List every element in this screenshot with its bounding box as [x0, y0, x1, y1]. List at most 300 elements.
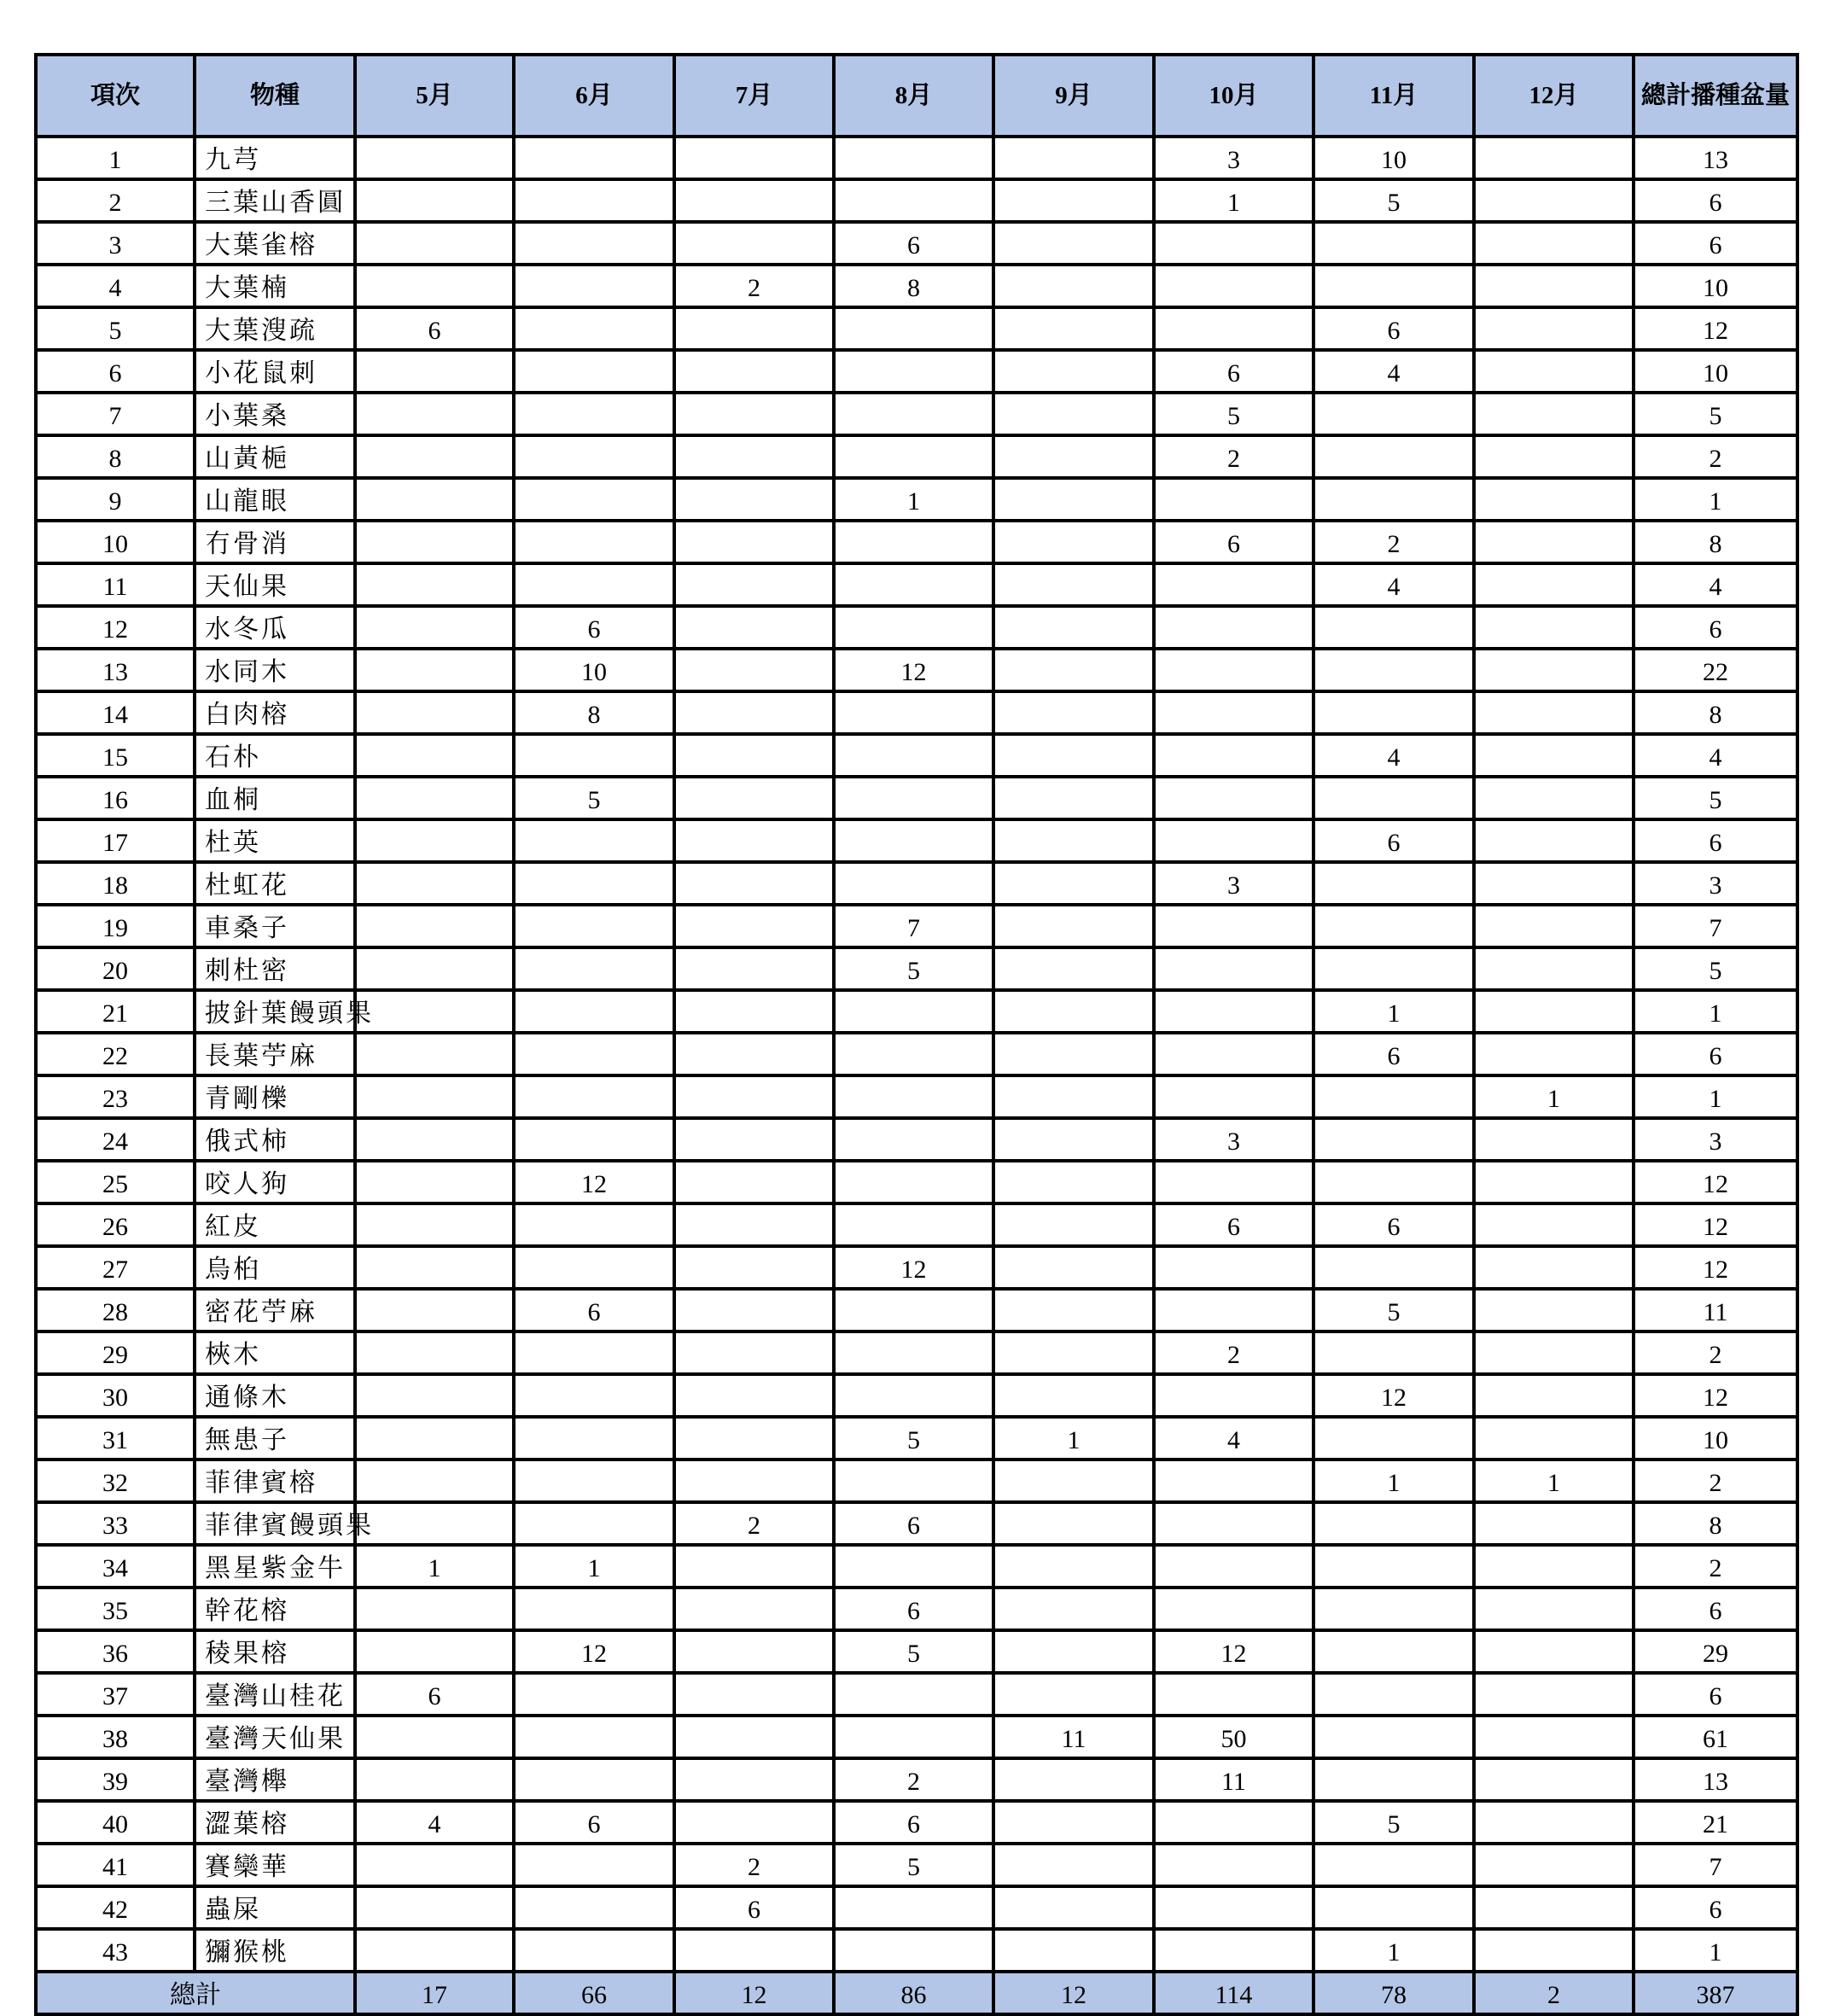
october-cell — [1154, 734, 1314, 777]
header-july: 7月 — [674, 55, 834, 137]
december-cell — [1474, 393, 1634, 435]
item-no-cell: 9 — [36, 478, 195, 521]
november-cell: 6 — [1314, 1033, 1474, 1075]
september-cell — [993, 1502, 1154, 1545]
total-cell: 12 — [674, 1972, 834, 2014]
june-cell: 10 — [514, 649, 674, 691]
november-cell — [1314, 393, 1474, 435]
july-cell — [674, 1033, 834, 1075]
item-no-cell: 36 — [36, 1630, 195, 1673]
row-total-cell: 1 — [1634, 478, 1797, 521]
may-cell — [355, 563, 514, 606]
july-cell — [674, 990, 834, 1033]
total-cell: 2 — [1474, 1972, 1634, 2014]
october-cell — [1154, 1033, 1314, 1075]
item-no-cell: 1 — [36, 137, 195, 179]
may-cell — [355, 1203, 514, 1246]
june-cell — [514, 947, 674, 990]
december-cell — [1474, 350, 1634, 393]
september-cell — [993, 137, 1154, 179]
species-name-cell: 三葉山香圓 — [195, 179, 355, 222]
december-cell — [1474, 1929, 1634, 1972]
table-row — [36, 1716, 1797, 1758]
august-cell — [834, 393, 993, 435]
november-cell — [1314, 691, 1474, 734]
table-row — [36, 435, 1797, 478]
december-cell — [1474, 478, 1634, 521]
row-total-cell: 1 — [1634, 1929, 1797, 1972]
row-total-cell: 22 — [1634, 649, 1797, 691]
october-cell: 50 — [1154, 1716, 1314, 1758]
december-cell — [1474, 1673, 1634, 1716]
december-cell — [1474, 1203, 1634, 1246]
september-cell — [993, 649, 1154, 691]
row-total-cell: 7 — [1634, 905, 1797, 947]
august-cell: 5 — [834, 1844, 993, 1886]
may-cell — [355, 478, 514, 521]
total-cell: 114 — [1154, 1972, 1314, 2014]
october-cell — [1154, 1374, 1314, 1417]
october-cell: 6 — [1154, 521, 1314, 563]
total-cell: 86 — [834, 1972, 993, 2014]
july-cell — [674, 1545, 834, 1588]
december-cell — [1474, 307, 1634, 350]
june-cell — [514, 222, 674, 265]
table-row — [36, 1246, 1797, 1289]
december-cell — [1474, 691, 1634, 734]
may-cell — [355, 606, 514, 649]
species-name-cell: 大葉溲疏 — [195, 307, 355, 350]
june-cell: 5 — [514, 777, 674, 819]
table-row — [36, 1374, 1797, 1417]
header-november: 11月 — [1314, 55, 1474, 137]
may-cell — [355, 1716, 514, 1758]
october-cell — [1154, 1545, 1314, 1588]
table-row — [36, 393, 1797, 435]
species-name-cell: 臺灣山桂花 — [195, 1673, 355, 1716]
august-cell: 5 — [834, 947, 993, 990]
item-no-cell: 31 — [36, 1417, 195, 1460]
august-cell — [834, 862, 993, 905]
species-name-cell: 杜虹花 — [195, 862, 355, 905]
may-cell — [355, 1374, 514, 1417]
table-row — [36, 1886, 1797, 1929]
may-cell — [355, 179, 514, 222]
december-cell — [1474, 435, 1634, 478]
november-cell: 4 — [1314, 734, 1474, 777]
september-cell — [993, 1886, 1154, 1929]
june-cell: 12 — [514, 1161, 674, 1203]
november-cell — [1314, 1716, 1474, 1758]
august-cell — [834, 1033, 993, 1075]
species-name-cell: 黑星紫金牛 — [195, 1545, 355, 1588]
species-name-cell: 山黃梔 — [195, 435, 355, 478]
table-row — [36, 691, 1797, 734]
october-cell — [1154, 1246, 1314, 1289]
september-cell — [993, 862, 1154, 905]
row-total-cell: 2 — [1634, 435, 1797, 478]
september-cell — [993, 1075, 1154, 1118]
july-cell — [674, 222, 834, 265]
december-cell — [1474, 947, 1634, 990]
header-october: 10月 — [1154, 55, 1314, 137]
december-cell — [1474, 1630, 1634, 1673]
item-no-cell: 12 — [36, 606, 195, 649]
species-name-cell: 青剛櫟 — [195, 1075, 355, 1118]
species-name-cell: 車桑子 — [195, 905, 355, 947]
may-cell — [355, 862, 514, 905]
item-no-cell: 43 — [36, 1929, 195, 1972]
november-cell: 5 — [1314, 1289, 1474, 1331]
may-cell: 1 — [355, 1545, 514, 1588]
may-cell — [355, 1417, 514, 1460]
may-cell: 6 — [355, 1673, 514, 1716]
item-no-cell: 33 — [36, 1502, 195, 1545]
december-cell — [1474, 862, 1634, 905]
november-cell: 1 — [1314, 990, 1474, 1033]
november-cell — [1314, 905, 1474, 947]
header-may: 5月 — [355, 55, 514, 137]
september-cell — [993, 905, 1154, 947]
species-name-cell: 小葉桑 — [195, 393, 355, 435]
june-cell — [514, 521, 674, 563]
species-name-cell: 獼猴桃 — [195, 1929, 355, 1972]
may-cell — [355, 521, 514, 563]
november-cell — [1314, 862, 1474, 905]
august-cell — [834, 1545, 993, 1588]
september-cell — [993, 521, 1154, 563]
december-cell — [1474, 1118, 1634, 1161]
june-cell — [514, 990, 674, 1033]
november-cell: 10 — [1314, 137, 1474, 179]
species-name-cell: 蟲屎 — [195, 1886, 355, 1929]
may-cell — [355, 350, 514, 393]
species-name-cell: 刺杜密 — [195, 947, 355, 990]
row-total-cell: 12 — [1634, 1203, 1797, 1246]
december-cell — [1474, 1289, 1634, 1331]
august-cell — [834, 179, 993, 222]
row-total-cell: 12 — [1634, 1246, 1797, 1289]
july-cell — [674, 1417, 834, 1460]
august-cell — [834, 1161, 993, 1203]
row-total-cell: 29 — [1634, 1630, 1797, 1673]
item-no-cell: 2 — [36, 179, 195, 222]
november-cell: 12 — [1314, 1374, 1474, 1417]
june-cell — [514, 1502, 674, 1545]
december-cell — [1474, 734, 1634, 777]
july-cell: 6 — [674, 1886, 834, 1929]
june-cell — [514, 819, 674, 862]
october-cell — [1154, 222, 1314, 265]
june-cell — [514, 350, 674, 393]
june-cell: 12 — [514, 1630, 674, 1673]
august-cell: 2 — [834, 1758, 993, 1801]
item-no-cell: 10 — [36, 521, 195, 563]
august-cell — [834, 350, 993, 393]
june-cell — [514, 137, 674, 179]
november-cell — [1314, 947, 1474, 990]
row-total-cell: 12 — [1634, 1161, 1797, 1203]
august-cell: 8 — [834, 265, 993, 307]
october-cell — [1154, 265, 1314, 307]
item-no-cell: 28 — [36, 1289, 195, 1331]
table-row — [36, 990, 1797, 1033]
august-cell — [834, 819, 993, 862]
august-cell — [834, 606, 993, 649]
june-cell — [514, 435, 674, 478]
may-cell — [355, 777, 514, 819]
july-cell — [674, 137, 834, 179]
may-cell — [355, 1118, 514, 1161]
september-cell — [993, 1545, 1154, 1588]
may-cell — [355, 137, 514, 179]
row-total-cell: 61 — [1634, 1716, 1797, 1758]
row-total-cell: 4 — [1634, 563, 1797, 606]
species-name-cell: 石朴 — [195, 734, 355, 777]
december-cell — [1474, 1502, 1634, 1545]
november-cell — [1314, 606, 1474, 649]
july-cell — [674, 649, 834, 691]
december-cell — [1474, 819, 1634, 862]
row-total-cell: 6 — [1634, 606, 1797, 649]
table-row — [36, 137, 1797, 179]
species-name-cell: 小花鼠刺 — [195, 350, 355, 393]
september-cell — [993, 1801, 1154, 1844]
december-cell — [1474, 649, 1634, 691]
may-cell — [355, 1289, 514, 1331]
december-cell — [1474, 137, 1634, 179]
header-june: 6月 — [514, 55, 674, 137]
species-name-cell: 賽欒華 — [195, 1844, 355, 1886]
row-total-cell: 7 — [1634, 1844, 1797, 1886]
item-no-cell: 37 — [36, 1673, 195, 1716]
may-cell — [355, 691, 514, 734]
august-cell — [834, 1331, 993, 1374]
june-cell — [514, 1246, 674, 1289]
item-no-cell: 8 — [36, 435, 195, 478]
table-row — [36, 1417, 1797, 1460]
header-item-no: 項次 — [36, 55, 195, 137]
june-cell — [514, 563, 674, 606]
item-no-cell: 15 — [36, 734, 195, 777]
row-total-cell: 5 — [1634, 777, 1797, 819]
item-no-cell: 26 — [36, 1203, 195, 1246]
august-cell — [834, 990, 993, 1033]
row-total-cell: 21 — [1634, 1801, 1797, 1844]
item-no-cell: 14 — [36, 691, 195, 734]
august-cell — [834, 307, 993, 350]
may-cell — [355, 1161, 514, 1203]
row-total-cell: 11 — [1634, 1289, 1797, 1331]
september-cell — [993, 1460, 1154, 1502]
december-cell — [1474, 265, 1634, 307]
species-name-cell: 臺灣天仙果 — [195, 1716, 355, 1758]
table-row — [36, 478, 1797, 521]
item-no-cell: 29 — [36, 1331, 195, 1374]
item-no-cell: 24 — [36, 1118, 195, 1161]
table-row — [36, 1161, 1797, 1203]
october-cell: 2 — [1154, 435, 1314, 478]
june-cell — [514, 1033, 674, 1075]
may-cell — [355, 1246, 514, 1289]
species-name-cell: 無患子 — [195, 1417, 355, 1460]
december-cell — [1474, 1716, 1634, 1758]
species-name-cell: 幹花榕 — [195, 1588, 355, 1630]
row-total-cell: 12 — [1634, 307, 1797, 350]
october-cell — [1154, 478, 1314, 521]
species-name-cell: 通條木 — [195, 1374, 355, 1417]
july-cell — [674, 1758, 834, 1801]
july-cell — [674, 1289, 834, 1331]
october-cell: 6 — [1154, 1203, 1314, 1246]
item-no-cell: 5 — [36, 307, 195, 350]
header-december: 12月 — [1474, 55, 1634, 137]
october-cell — [1154, 1673, 1314, 1716]
september-cell: 1 — [993, 1417, 1154, 1460]
november-cell — [1314, 435, 1474, 478]
october-cell — [1154, 1844, 1314, 1886]
september-cell — [993, 1673, 1154, 1716]
november-cell — [1314, 1673, 1474, 1716]
september-cell — [993, 947, 1154, 990]
item-no-cell: 22 — [36, 1033, 195, 1075]
october-cell: 3 — [1154, 862, 1314, 905]
may-cell — [355, 1886, 514, 1929]
june-cell — [514, 179, 674, 222]
august-cell — [834, 137, 993, 179]
species-name-cell: 稜果榕 — [195, 1630, 355, 1673]
october-cell — [1154, 1289, 1314, 1331]
row-total-cell: 5 — [1634, 393, 1797, 435]
september-cell — [993, 1161, 1154, 1203]
july-cell — [674, 606, 834, 649]
october-cell: 4 — [1154, 1417, 1314, 1460]
december-cell — [1474, 1588, 1634, 1630]
species-name-cell: 梜木 — [195, 1331, 355, 1374]
october-cell — [1154, 1588, 1314, 1630]
august-cell — [834, 734, 993, 777]
july-cell — [674, 521, 834, 563]
table-row — [36, 1502, 1797, 1545]
july-cell: 2 — [674, 1502, 834, 1545]
october-cell: 3 — [1154, 137, 1314, 179]
july-cell — [674, 862, 834, 905]
october-cell: 3 — [1154, 1118, 1314, 1161]
table-row — [36, 521, 1797, 563]
july-cell — [674, 1673, 834, 1716]
table-row — [36, 734, 1797, 777]
september-cell — [993, 1118, 1154, 1161]
august-cell — [834, 777, 993, 819]
may-cell — [355, 1502, 514, 1545]
june-cell — [514, 1758, 674, 1801]
item-no-cell: 20 — [36, 947, 195, 990]
species-name-cell: 大葉雀榕 — [195, 222, 355, 265]
october-cell: 6 — [1154, 350, 1314, 393]
october-cell — [1154, 1886, 1314, 1929]
may-cell — [355, 990, 514, 1033]
july-cell — [674, 905, 834, 947]
row-total-cell: 4 — [1634, 734, 1797, 777]
december-cell — [1474, 1545, 1634, 1588]
november-cell — [1314, 1758, 1474, 1801]
table-row — [36, 649, 1797, 691]
table-row — [36, 1203, 1797, 1246]
table-row — [36, 1118, 1797, 1161]
november-cell — [1314, 1502, 1474, 1545]
june-cell: 6 — [514, 1289, 674, 1331]
december-cell — [1474, 1844, 1634, 1886]
header-species: 物種 — [195, 55, 355, 137]
august-cell — [834, 1716, 993, 1758]
species-name-cell: 血桐 — [195, 777, 355, 819]
table-row — [36, 1801, 1797, 1844]
november-cell: 1 — [1314, 1460, 1474, 1502]
december-cell — [1474, 1801, 1634, 1844]
header-total-pots: 總計播種盆量 — [1634, 55, 1797, 137]
species-name-cell: 水冬瓜 — [195, 606, 355, 649]
july-cell — [674, 1929, 834, 1972]
table-row — [36, 1929, 1797, 1972]
species-name-cell: 咬人狗 — [195, 1161, 355, 1203]
august-cell — [834, 1203, 993, 1246]
august-cell — [834, 521, 993, 563]
september-cell — [993, 1203, 1154, 1246]
august-cell — [834, 691, 993, 734]
item-no-cell: 38 — [36, 1716, 195, 1758]
may-cell — [355, 222, 514, 265]
may-cell — [355, 1929, 514, 1972]
december-cell — [1474, 1758, 1634, 1801]
species-name-cell: 冇骨消 — [195, 521, 355, 563]
november-cell — [1314, 777, 1474, 819]
december-cell — [1474, 521, 1634, 563]
september-cell — [993, 478, 1154, 521]
july-cell — [674, 179, 834, 222]
june-cell — [514, 1886, 674, 1929]
june-cell: 1 — [514, 1545, 674, 1588]
table-row — [36, 606, 1797, 649]
table-row — [36, 1588, 1797, 1630]
june-cell — [514, 1374, 674, 1417]
row-total-cell: 13 — [1634, 137, 1797, 179]
row-total-cell: 1 — [1634, 1075, 1797, 1118]
species-name-cell: 烏桕 — [195, 1246, 355, 1289]
november-cell: 5 — [1314, 1801, 1474, 1844]
row-total-cell: 6 — [1634, 1886, 1797, 1929]
table-row — [36, 1545, 1797, 1588]
table-row — [36, 350, 1797, 393]
july-cell — [674, 1203, 834, 1246]
item-no-cell: 4 — [36, 265, 195, 307]
december-cell — [1474, 1161, 1634, 1203]
may-cell — [355, 1588, 514, 1630]
august-cell: 6 — [834, 222, 993, 265]
row-total-cell: 3 — [1634, 1118, 1797, 1161]
may-cell: 4 — [355, 1801, 514, 1844]
june-cell — [514, 1331, 674, 1374]
august-cell — [834, 1929, 993, 1972]
item-no-cell: 6 — [36, 350, 195, 393]
item-no-cell: 23 — [36, 1075, 195, 1118]
june-cell — [514, 1460, 674, 1502]
june-cell — [514, 1844, 674, 1886]
table-row — [36, 1630, 1797, 1673]
october-cell — [1154, 905, 1314, 947]
july-cell — [674, 734, 834, 777]
august-cell: 1 — [834, 478, 993, 521]
october-cell — [1154, 691, 1314, 734]
